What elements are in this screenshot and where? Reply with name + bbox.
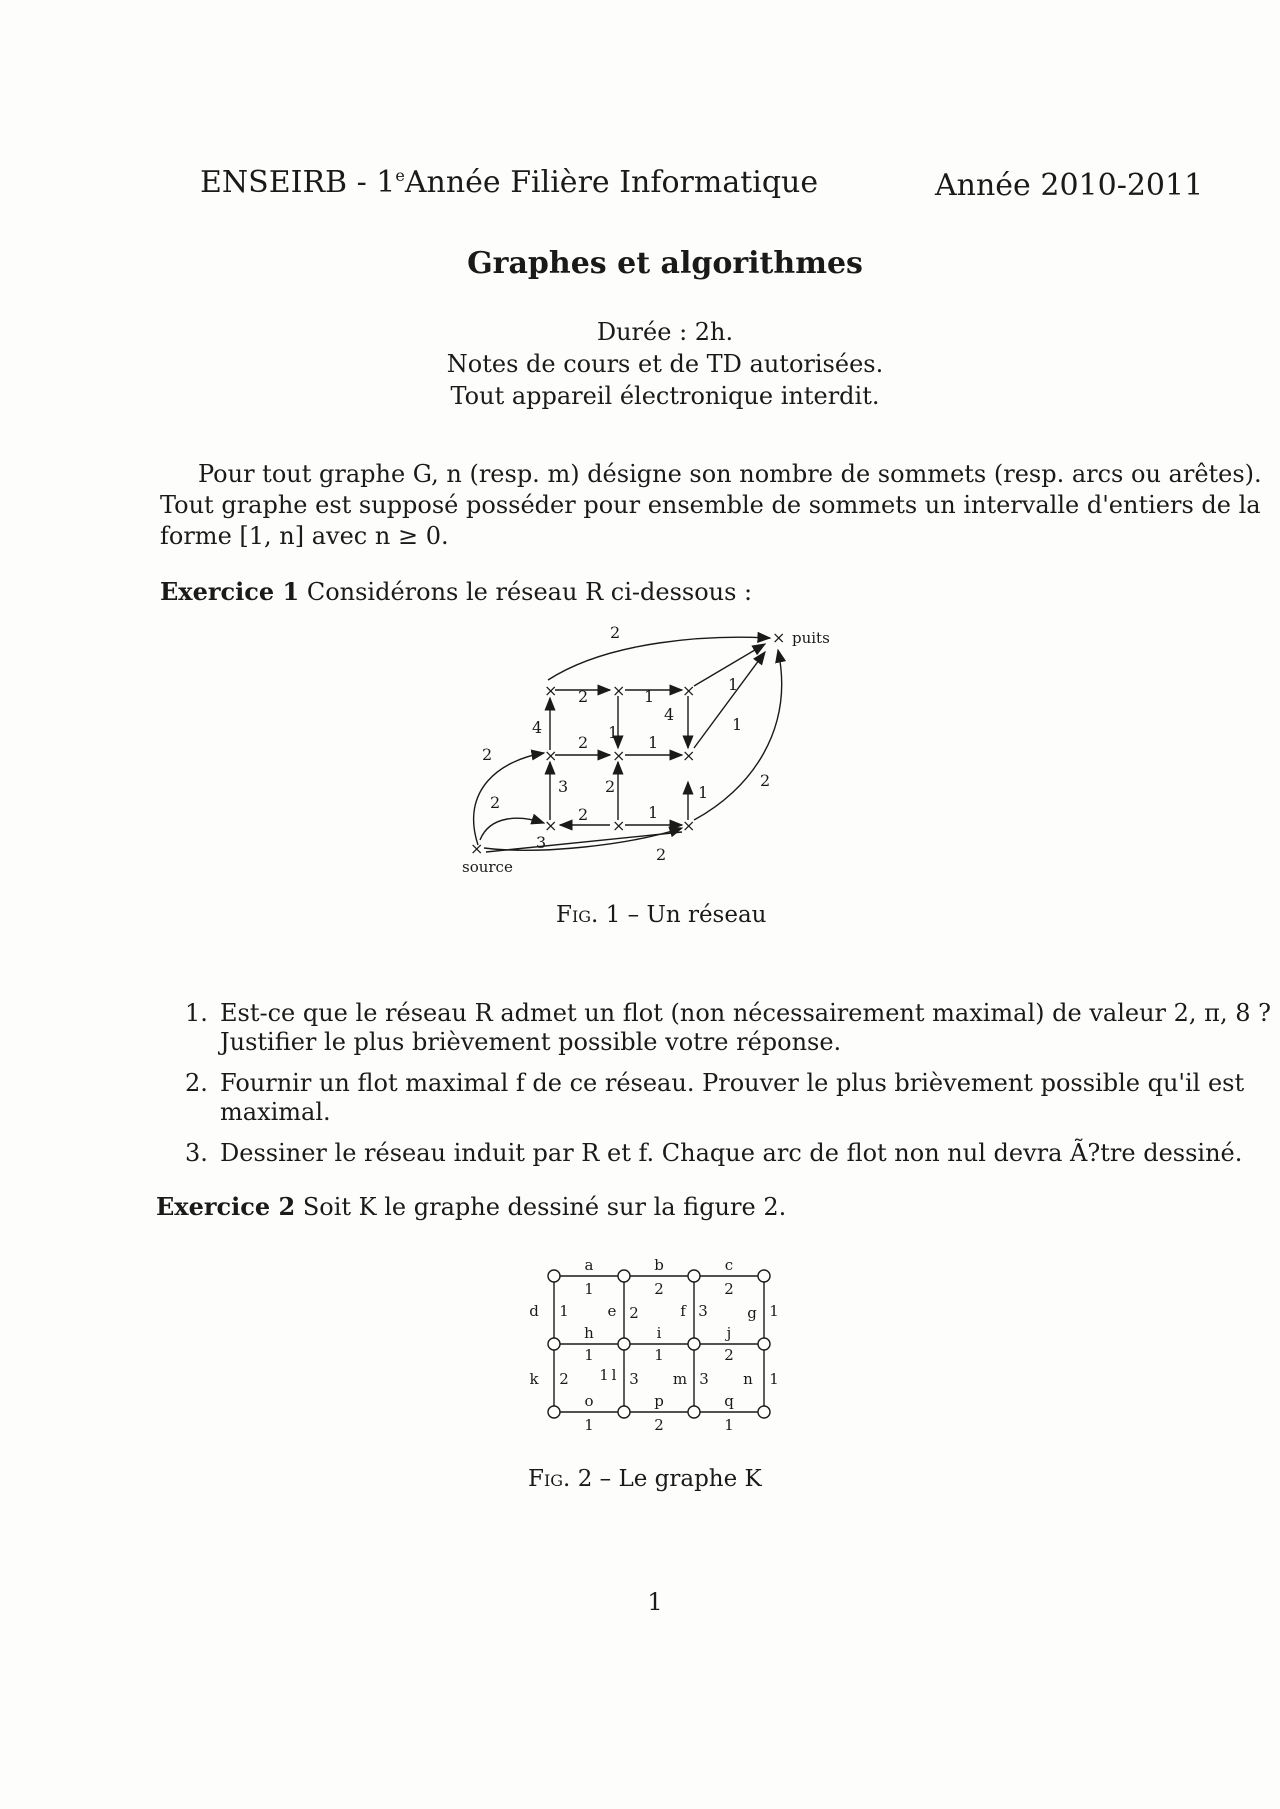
- question-3-line-1: Dessiner le réseau induit par R et f. Chaque arc de flot non nul devra Ã?tre dessiné.: [220, 1139, 1243, 1167]
- edge-weight: 1: [584, 1280, 594, 1298]
- node: ×: [544, 816, 558, 835]
- edge-label: 2: [610, 623, 621, 642]
- vertex: [618, 1270, 630, 1282]
- node: ×: [612, 816, 626, 835]
- vertex: [618, 1406, 630, 1418]
- node: ×: [544, 681, 558, 700]
- edge-name: k: [529, 1370, 539, 1388]
- edge-weight: 2: [654, 1416, 664, 1434]
- edge-label: 2: [578, 687, 589, 706]
- edge-weight: 2: [559, 1370, 569, 1388]
- edge-name: b: [654, 1256, 664, 1274]
- node: ×: [682, 816, 696, 835]
- exercise1-heading: [160, 576, 752, 608]
- node: ×: [612, 746, 626, 765]
- edge-name: c: [724, 1256, 734, 1274]
- edge-diag-2: [694, 652, 765, 748]
- meta-duration: Durée : 2h.: [596, 318, 734, 346]
- question-2-line-2: maximal.: [220, 1098, 331, 1126]
- question-2-line-1: Fournir un flot maximal f de ce réseau. Prouver le plus brièvement possible qu'il est: [220, 1069, 1245, 1097]
- edge-name: q: [724, 1392, 734, 1410]
- edge-label: 1: [728, 675, 739, 694]
- edge-label: 1: [644, 687, 655, 706]
- sink-label: puits: [792, 629, 830, 647]
- node: ×: [612, 681, 626, 700]
- edge-weight: 1: [654, 1346, 664, 1364]
- edge-label: 2: [482, 745, 493, 764]
- edge-weight: 1: [724, 1416, 734, 1434]
- edge-weight: 3: [629, 1370, 639, 1388]
- edge-label: 2: [605, 777, 616, 796]
- edge-weight: 2: [724, 1346, 734, 1364]
- page-number: 1: [647, 1588, 663, 1616]
- edge-name: o: [584, 1392, 594, 1410]
- vertex: [618, 1338, 630, 1350]
- figure-2-graph-k: [520, 1250, 790, 1440]
- header-institution: ENSEIRB - 1eAnnée Filière Informatique: [200, 165, 819, 200]
- edge-label: 2: [656, 845, 667, 864]
- edge-name: a: [584, 1256, 594, 1274]
- edge-weight: 2: [629, 1304, 639, 1322]
- source-label: source: [462, 858, 513, 876]
- edge-weight: 1: [584, 1346, 594, 1364]
- edge-weight: 1: [599, 1366, 609, 1384]
- question-2: 2.: [185, 1069, 208, 1097]
- node: ×: [682, 681, 696, 700]
- vertex: [548, 1406, 560, 1418]
- edge-label: 3: [536, 833, 547, 852]
- meta-devices: Tout appareil électronique interdit.: [450, 382, 880, 410]
- edge-weight: 3: [698, 1302, 708, 1320]
- source-node: ×: [470, 839, 484, 858]
- edge-label: 2: [578, 805, 589, 824]
- intro-line-1: Pour tout graphe G, n (resp. m) désigne son nombre de sommets (resp. arcs ou arêtes).: [198, 460, 1262, 488]
- edge-label: 1: [732, 715, 743, 734]
- edge-weight: 2: [724, 1280, 734, 1298]
- header-year: Année 2010-2011: [935, 168, 1204, 203]
- intro-line-3: forme [1, n] avec n ≥ 0.: [160, 522, 449, 550]
- edge-label: 2: [490, 793, 501, 812]
- sink-node: ×: [772, 628, 786, 647]
- vertex: [548, 1270, 560, 1282]
- node: ×: [544, 746, 558, 765]
- edge-name: f: [680, 1302, 686, 1320]
- edge-name: g: [747, 1304, 757, 1322]
- edge-label: 1: [608, 723, 619, 742]
- exercise1-text: Considérons le réseau R ci-dessous :: [306, 578, 753, 606]
- vertex: [688, 1338, 700, 1350]
- edge-arc-left-2: [480, 818, 544, 840]
- exercise2-text: Soit K le graphe dessiné sur la figure 2.: [302, 1193, 787, 1221]
- figure-1-caption: Fig. 1 – Un réseau: [556, 902, 767, 928]
- edge-name: i: [656, 1324, 662, 1342]
- edge-name: n: [743, 1370, 753, 1388]
- figure-2-caption: Fig. 2 – Le graphe K: [528, 1466, 762, 1492]
- edge-weight: 3: [699, 1370, 709, 1388]
- edge-weight: 2: [654, 1280, 664, 1298]
- meta-notes: Notes de cours et de TD autorisées.: [446, 350, 884, 378]
- edge-label: 2: [578, 733, 589, 752]
- edge-arc-top: [548, 637, 770, 680]
- edge-arc-left-3: [484, 828, 682, 850]
- edge-source-bottom: [486, 832, 682, 852]
- figure-1-network: [460, 620, 860, 880]
- edge-label: 3: [558, 777, 569, 796]
- edge-name: m: [672, 1370, 688, 1388]
- edge-label: 1: [648, 803, 659, 822]
- edge-name: e: [607, 1302, 617, 1320]
- edge-name: h: [584, 1324, 594, 1342]
- edge-label: 2: [760, 771, 771, 790]
- question-1-line-2: Justifier le plus brièvement possible votre réponse.: [220, 1028, 842, 1056]
- edge-name: l: [611, 1366, 617, 1384]
- edge-label: 4: [532, 718, 543, 737]
- edge-weight: 1: [559, 1302, 569, 1320]
- vertex: [688, 1406, 700, 1418]
- edge-name: j: [726, 1324, 732, 1342]
- vertex: [548, 1338, 560, 1350]
- question-3: 3.: [185, 1139, 208, 1167]
- edge-label: 4: [664, 705, 675, 724]
- exercise2-heading: [156, 1191, 786, 1223]
- exercise2-label: Exercice 2: [156, 1192, 296, 1221]
- edge-name: p: [654, 1392, 664, 1410]
- edge-weight: 1: [584, 1416, 594, 1434]
- vertex: [688, 1270, 700, 1282]
- intro-line-2: Tout graphe est supposé posséder pour ensemble de sommets un intervalle d'entiers de la: [160, 491, 1261, 519]
- edge-label: 1: [698, 783, 709, 802]
- question-1-line-1: Est-ce que le réseau R admet un flot (non nécessairement maximal) de valeur 2, π, 8 ?: [220, 999, 1271, 1027]
- question-1: 1.: [185, 999, 208, 1027]
- vertex: [758, 1338, 770, 1350]
- edge-label: 1: [648, 733, 659, 752]
- vertex: [758, 1406, 770, 1418]
- exercise1-label: Exercice 1: [160, 577, 300, 606]
- edge-weight: 1: [769, 1302, 779, 1320]
- vertex: [758, 1270, 770, 1282]
- edge-name: d: [529, 1302, 539, 1320]
- page-title: Graphes et algorithmes: [467, 246, 863, 281]
- node: ×: [682, 746, 696, 765]
- edge-weight: 1: [769, 1370, 779, 1388]
